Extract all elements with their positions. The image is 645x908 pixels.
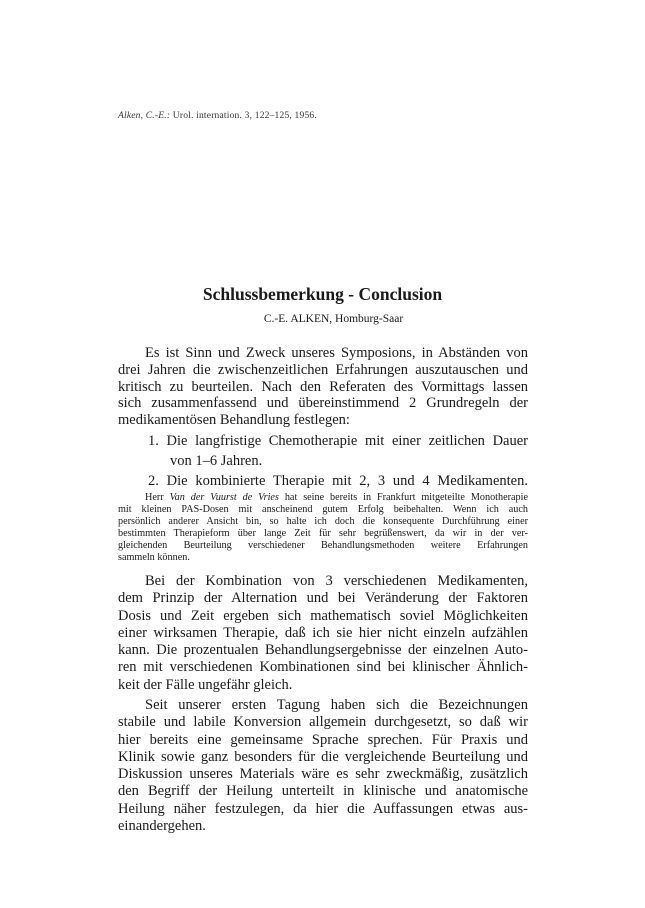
text-line: kritisch zu beurteilen. Nach den Referaten des Vormittags lassen (118, 378, 528, 395)
note-text: hat seine bereits in Frankfurt mitgeteilte Monotherapie (278, 492, 528, 503)
text-line: sich zusammenfassend und übereinstimmend 2 Grundregeln der (118, 395, 528, 412)
paragraph-2 (118, 573, 528, 694)
text-line: keit der Fälle ungefähr gleich. (118, 676, 293, 693)
text-line: Seit unserer ersten Tagung haben sich die Bezeichnungen (145, 697, 528, 713)
text-line: Bei der Kombination von 3 verschiedenen Medikamenten, (145, 573, 528, 589)
rule-line: 1. Die langfristige Chemotherapie mit einer zeitlichen Dauer (148, 433, 528, 449)
footnote-paragraph (118, 492, 528, 564)
note-line: sammeln können. (118, 552, 190, 563)
article-title: Schlussbemerkung - Conclusion (202, 284, 443, 304)
rule-item (148, 471, 528, 491)
note-text: Herr (145, 492, 170, 503)
paragraph-3 (118, 697, 528, 835)
text-line: Diskussion unseres Materials wäre es sehr zweckmäßig, zusätzlich (118, 766, 528, 783)
note-line: bestimmten Therapieform über lange Zeit für sehr begrüßenswert, da wir in der ver- (118, 528, 528, 539)
text-line: Heilung näher festzulegen, da hier die Auffassungen etwas aus- (118, 800, 528, 817)
rules-list (148, 431, 528, 491)
text-line: Es ist Sinn und Zweck unseres Symposions, in Abständen von (145, 345, 528, 361)
note-line: persönlich anderer Ansicht bin, so halte ich doch die konsequente Durchführung einer (118, 516, 528, 527)
text-line: dem Prinzip der Alternation und bei Veränderung der Faktoren (118, 590, 528, 607)
rule-line: 2. Die kombinierte Therapie mit 2, 3 und 4 Medikamenten. (148, 473, 528, 489)
rule-item (148, 431, 528, 471)
text-line: ren mit verschiedenen Kombinationen sind bei klinischer Ähnlich- (118, 659, 528, 676)
text-line: Klinik sowie ganz besonders für die vergleichende Beurteilung und (118, 748, 528, 765)
text-line: einandergehen. (118, 818, 206, 835)
text-line: stabile und labile Konversion allgemein durchgesetzt, so daß wir (118, 714, 528, 731)
author-line: C.-E. ALKEN, Homburg-Saar (263, 313, 404, 325)
note-line: mit kleinen PAS-Dosen mit anscheinend gutem Erfolg beibehalten. Wenn ich auch (118, 504, 528, 515)
text-line: Dosis und Zeit ergeben sich mathematisch soviel Möglichkeiten (118, 607, 528, 624)
paragraph-1 (118, 345, 528, 429)
text-line: drei Jahren die zwischenzeitlichen Erfahrungen auszutauschen und (118, 361, 528, 378)
text-line: kann. Die prozentualen Behandlungsergebnisse der einzelnen Auto- (118, 642, 528, 659)
note-line: gleichenden Beurteilung verschiedener Behandlungsmethoden weitere Erfahrungen (118, 540, 528, 551)
citation (118, 111, 317, 121)
text-line: medikamentösen Behandlung festlegen: (118, 412, 350, 429)
note-line (118, 492, 528, 504)
text-line: den Begriff der Heilung unterteilt in klinische und anatomische (118, 783, 528, 800)
text-line: einer wirksamen Therapie, daß ich sie hier nicht einzeln aufzählen (118, 624, 528, 641)
note-person-name: Van der Vuurst de Vries (169, 492, 279, 503)
citation-authors: Alken, C.-E.: (118, 111, 171, 121)
rule-line: von 1–6 Jahren. (170, 453, 263, 469)
citation-journal: Urol. internation. 3, 122–125, 1956. (172, 111, 317, 121)
text-line: hier bereits eine gemeinsame Sprache sprechen. Für Praxis und (118, 731, 528, 748)
